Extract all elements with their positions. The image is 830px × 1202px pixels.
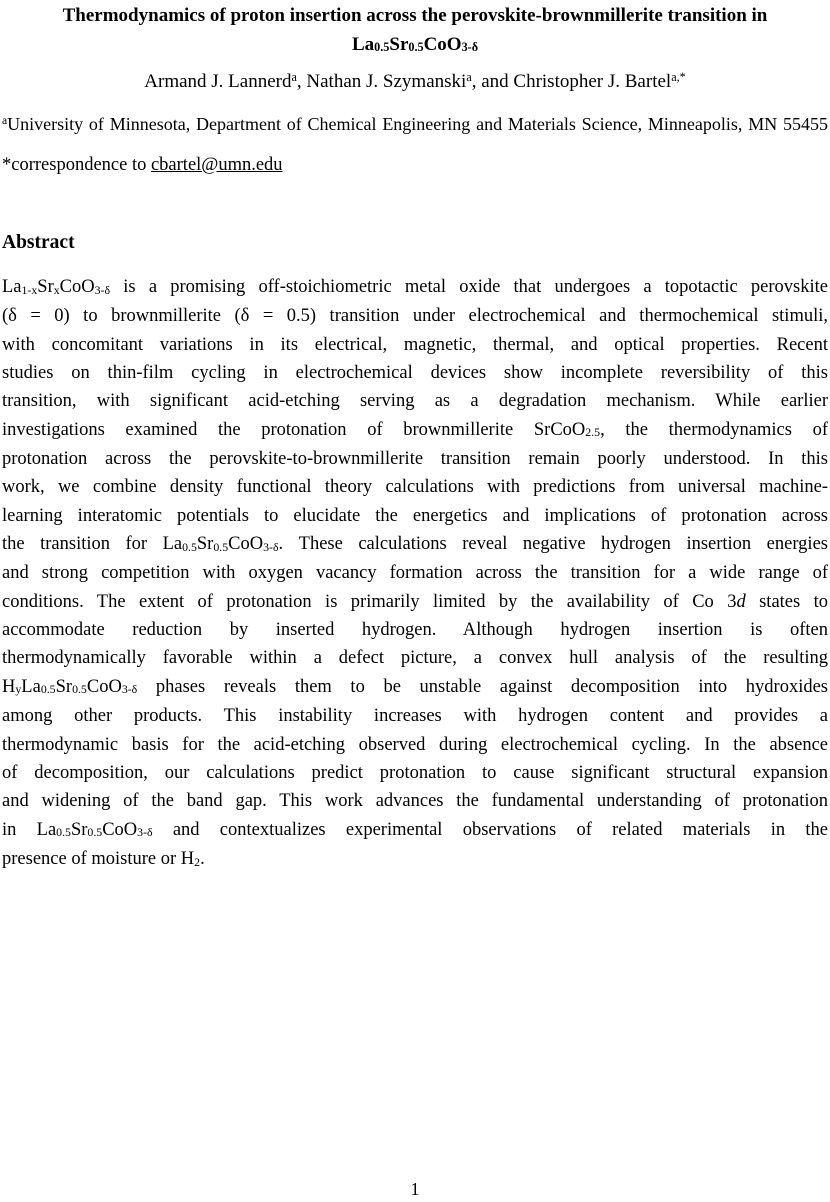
abstract-line (2, 416, 828, 445)
abstract-line (2, 530, 828, 559)
abstract-line (2, 816, 828, 845)
text-segment: 0.5 (72, 682, 87, 697)
abstract-line (2, 387, 828, 415)
text-segment: H (2, 676, 16, 697)
correspondence-email-link[interactable]: cbartel@umn.edu (150, 155, 283, 175)
text-segment: Sr (55, 676, 73, 697)
text-segment: , Nathan J. Szymanski (296, 71, 467, 92)
abstract-body (2, 273, 828, 874)
text-segment: Sr (389, 33, 409, 55)
text-segment: CoO (59, 277, 95, 297)
text-segment: 0.5 (40, 682, 56, 697)
paper-title-formula (2, 31, 828, 61)
text-segment: , the thermodynamics of (600, 419, 828, 440)
abstract-line (2, 673, 828, 702)
text-segment: (δ = 0) to brownmillerite (δ = 0.5) transition under electrochemical and thermochemical stimuli, (2, 306, 828, 327)
text-segment: 0.5 (87, 825, 103, 840)
abstract-line (2, 473, 828, 501)
correspondence-line (2, 151, 828, 180)
text-segment: Sr (196, 534, 214, 555)
text-segment: a (466, 69, 472, 84)
text-segment: 2.5 (585, 425, 601, 440)
text-segment: presence of moisture or H (2, 848, 195, 869)
text-segment: La (21, 676, 41, 697)
abstract-line (2, 845, 828, 874)
text-segment: CoO (86, 676, 122, 697)
text-segment: is a promising off-stoichiometric metal oxide that undergoes a topotactic perovskite (110, 277, 828, 297)
text-segment: a (2, 114, 8, 127)
text-segment: a (291, 69, 297, 84)
text-segment: and widening of the band gap. This work advances the fundamental understanding of protonation (2, 791, 828, 812)
text-segment: Sr (37, 277, 54, 297)
text-segment: studies on thin-film cycling in electrochemical devices show incomplete reversibility of this (2, 363, 828, 384)
text-segment: CoO (228, 534, 264, 555)
abstract-heading: Abstract (2, 231, 75, 253)
text-segment: 3-δ (263, 539, 279, 554)
text-segment: 0.5 (213, 539, 229, 554)
abstract-line (2, 331, 828, 359)
text-segment: learning interatomic potentials to elucidate the energetics and implications of protonation across (2, 505, 828, 526)
text-segment: . These calculations reveal negative hydrogen insertion energies (278, 534, 828, 555)
text-segment: 0.5 (182, 539, 197, 554)
text-segment: accommodate reduction by inserted hydrogen. Although hydrogen insertion is often (2, 620, 828, 641)
authors-line (2, 68, 828, 98)
abstract-line (2, 273, 828, 302)
text-segment: *correspondence to (2, 155, 151, 175)
text-segment: a,* (671, 69, 686, 84)
text-segment: d (736, 591, 746, 612)
text-segment: 3-δ (137, 825, 153, 840)
text-segment: transition, with significant acid-etching serving as a degradation mechanism. While earlier (2, 391, 828, 412)
abstract-line (2, 445, 828, 473)
text-segment: 3-δ (461, 40, 479, 55)
text-segment: CoO (102, 819, 138, 840)
abstract-line (2, 588, 828, 616)
page-number: 1 (410, 1179, 420, 1199)
document-page (0, 2, 830, 1202)
abstract-line (2, 644, 828, 672)
text-segment: thermodynamic basis for the acid-etching observed during electrochemical cycling. In the absence (2, 734, 828, 755)
text-segment: y (15, 682, 22, 697)
text-segment: 2 (194, 854, 201, 869)
text-segment: with concomitant variations in its electrical, magnetic, thermal, and optical properties. Recent (2, 334, 828, 355)
text-segment: 0.5 (56, 825, 71, 840)
text-segment: protonation across the perovskite-to-brownmillerite transition remain poorly understood. In this (2, 449, 828, 470)
abstract-line (2, 502, 828, 530)
text-segment: 1-x (21, 282, 38, 297)
text-segment: phases reveals them to be unstable against decomposition into hydroxides (137, 676, 828, 697)
text-segment: Sr (70, 819, 88, 840)
text-segment: University of Minnesota, Department of Chemical Engineering and Materials Science, Minneapolis, MN 55455 (7, 113, 828, 134)
abstract-line (2, 702, 828, 730)
text-segment: thermodynamically favorable within a defect picture, a convex hull analysis of the resulting (2, 648, 828, 669)
abstract-line (2, 787, 828, 815)
text-segment: . (200, 848, 205, 869)
affiliation-line (2, 110, 828, 142)
text-segment: in La (2, 819, 57, 840)
text-segment: among other products. This instability increases with hydrogen content and provides a (2, 706, 828, 727)
text-segment: investigations examined the protonation of brownmillerite SrCoO (2, 419, 586, 440)
text-segment: 0.5 (408, 40, 424, 55)
abstract-line (2, 559, 828, 587)
text-segment: work, we combine density functional theory calculations with predictions from universal machine- (2, 477, 828, 498)
abstract-line (2, 359, 828, 387)
text-segment: 3-δ (94, 282, 111, 297)
text-segment: and contextualizes experimental observations of related materials in the (152, 819, 828, 840)
text-segment: La (2, 277, 22, 297)
abstract-line (2, 731, 828, 759)
text-segment: CoO (423, 33, 462, 55)
abstract-line (2, 616, 828, 644)
text-segment: 3-δ (121, 682, 138, 697)
abstract-line (2, 302, 828, 330)
abstract-line (2, 759, 828, 787)
text-segment: x (53, 282, 60, 297)
text-segment: La (351, 33, 375, 55)
text-segment: Armand J. Lannerd (144, 71, 292, 92)
text-segment: 0.5 (374, 40, 390, 55)
text-segment: conditions. The extent of protonation is primarily limited by the availability of Co 3 (2, 591, 737, 612)
text-segment: and strong competition with oxygen vacancy formation across the transition for a wide range of (2, 563, 828, 584)
paper-title-line1: Thermodynamics of proton insertion across the perovskite-brownmillerite transition in (62, 5, 768, 26)
text-segment: states to (745, 591, 829, 612)
paper-title (2, 2, 828, 60)
text-segment: the transition for La (2, 534, 183, 555)
text-segment: of decomposition, our calculations predict protonation to cause significant structural expansion (2, 762, 828, 783)
text-segment: , and Christopher J. Bartel (471, 71, 672, 92)
